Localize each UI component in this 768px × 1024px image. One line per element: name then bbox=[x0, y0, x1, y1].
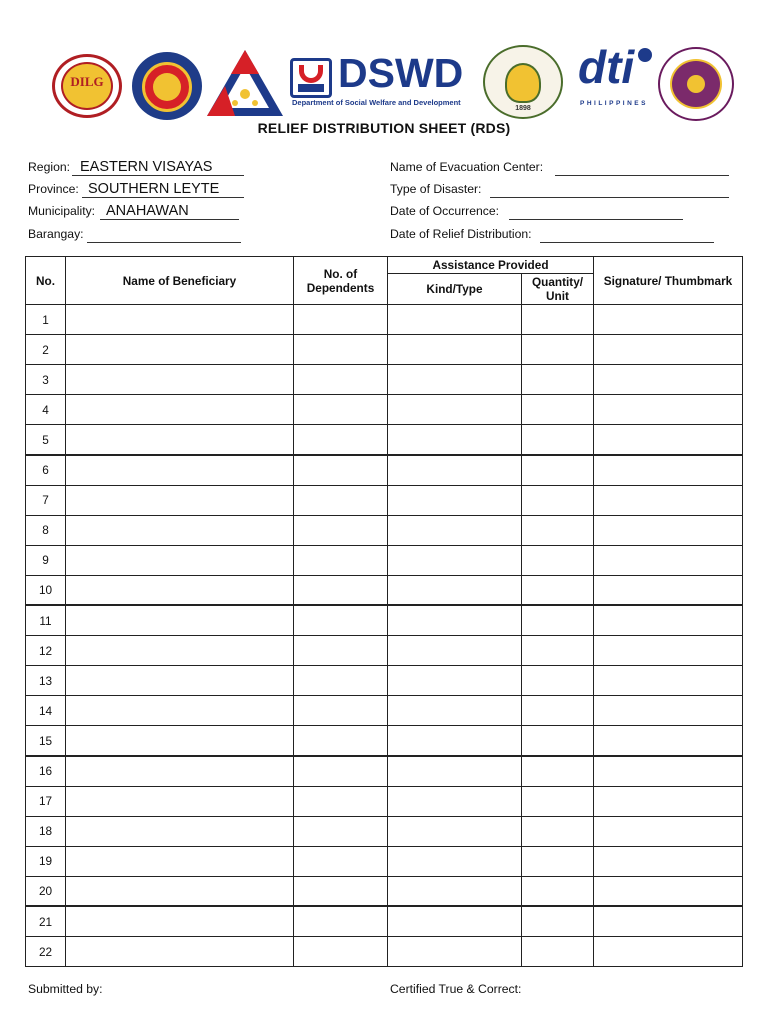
quantity-cell[interactable] bbox=[522, 305, 594, 335]
header-kind: Kind/Type bbox=[388, 274, 522, 305]
beneficiary-name-cell[interactable] bbox=[66, 335, 294, 365]
quantity-cell[interactable] bbox=[522, 545, 594, 575]
row-number: 6 bbox=[26, 455, 66, 485]
beneficiary-name-cell[interactable] bbox=[66, 605, 294, 635]
row-number: 9 bbox=[26, 545, 66, 575]
beneficiary-name-cell[interactable] bbox=[66, 485, 294, 515]
row-number: 16 bbox=[26, 756, 66, 786]
table-row bbox=[26, 515, 743, 545]
kind-cell[interactable] bbox=[388, 335, 522, 365]
signature-cell[interactable] bbox=[594, 636, 743, 666]
beneficiary-name-cell[interactable] bbox=[66, 846, 294, 876]
table-row bbox=[26, 906, 743, 936]
signature-cell[interactable] bbox=[594, 696, 743, 726]
table-row bbox=[26, 846, 743, 876]
quantity-cell[interactable] bbox=[522, 605, 594, 635]
table-row bbox=[26, 365, 743, 395]
kind-cell[interactable] bbox=[388, 575, 522, 605]
beneficiary-name-cell[interactable] bbox=[66, 666, 294, 696]
kind-cell[interactable] bbox=[388, 455, 522, 485]
signature-cell[interactable] bbox=[594, 906, 743, 936]
quantity-cell[interactable] bbox=[522, 515, 594, 545]
quantity-cell[interactable] bbox=[522, 395, 594, 425]
row-number: 20 bbox=[26, 876, 66, 906]
signature-cell[interactable] bbox=[594, 395, 743, 425]
header-name: Name of Beneficiary bbox=[66, 257, 294, 305]
kind-cell[interactable] bbox=[388, 425, 522, 455]
dependents-cell[interactable] bbox=[294, 936, 388, 966]
table-row bbox=[26, 636, 743, 666]
row-number: 1 bbox=[26, 305, 66, 335]
kind-cell[interactable] bbox=[388, 485, 522, 515]
dof-seal bbox=[658, 47, 734, 121]
disaster-type-field[interactable] bbox=[390, 182, 732, 198]
kind-cell[interactable] bbox=[388, 816, 522, 846]
quantity-cell[interactable] bbox=[522, 636, 594, 666]
dependents-cell[interactable] bbox=[294, 816, 388, 846]
row-number: 8 bbox=[26, 515, 66, 545]
dependents-cell[interactable] bbox=[294, 786, 388, 816]
table-row bbox=[26, 545, 743, 575]
table-row bbox=[26, 395, 743, 425]
signature-cell[interactable] bbox=[594, 876, 743, 906]
table-row bbox=[26, 696, 743, 726]
signature-cell[interactable] bbox=[594, 756, 743, 786]
signature-cell[interactable] bbox=[594, 726, 743, 756]
table-row bbox=[26, 786, 743, 816]
row-number: 17 bbox=[26, 786, 66, 816]
dependents-cell[interactable] bbox=[294, 335, 388, 365]
header-dependents: No. of Dependents bbox=[294, 257, 388, 305]
kind-cell[interactable] bbox=[388, 786, 522, 816]
dswd-emblem-icon bbox=[290, 58, 332, 98]
kind-cell[interactable] bbox=[388, 726, 522, 756]
disaster-type-label: Type of Disaster: bbox=[390, 182, 482, 196]
distribution-date-label: Date of Relief Distribution: bbox=[390, 227, 532, 241]
beneficiary-name-cell[interactable] bbox=[66, 305, 294, 335]
distribution-date-field[interactable] bbox=[390, 227, 732, 243]
barangay-field[interactable] bbox=[28, 227, 246, 243]
region-value: EASTERN VISAYAS bbox=[80, 159, 213, 175]
dependents-cell[interactable] bbox=[294, 575, 388, 605]
signature-cell[interactable] bbox=[594, 786, 743, 816]
dswd-wordmark: DSWD bbox=[338, 50, 464, 96]
beneficiary-name-cell[interactable] bbox=[66, 816, 294, 846]
dilg-seal bbox=[52, 54, 122, 118]
beneficiary-name-cell[interactable] bbox=[66, 636, 294, 666]
dependents-cell[interactable] bbox=[294, 906, 388, 936]
row-number: 2 bbox=[26, 335, 66, 365]
table-row bbox=[26, 605, 743, 635]
beneficiary-name-cell[interactable] bbox=[66, 906, 294, 936]
page-title: RELIEF DISTRIBUTION SHEET (RDS) bbox=[257, 120, 511, 136]
beneficiary-table bbox=[25, 256, 743, 967]
table-row bbox=[26, 756, 743, 786]
beneficiary-name-cell[interactable] bbox=[66, 696, 294, 726]
kind-cell[interactable] bbox=[388, 906, 522, 936]
header-quantity: Quantity/ Unit bbox=[522, 274, 594, 305]
dti-subtitle: PHILIPPINES bbox=[580, 100, 648, 107]
table-row bbox=[26, 455, 743, 485]
kind-cell[interactable] bbox=[388, 696, 522, 726]
signature-cell[interactable] bbox=[594, 455, 743, 485]
signature-cell[interactable] bbox=[594, 666, 743, 696]
dependents-cell[interactable] bbox=[294, 666, 388, 696]
quantity-cell[interactable] bbox=[522, 816, 594, 846]
row-number: 10 bbox=[26, 575, 66, 605]
quantity-cell[interactable] bbox=[522, 936, 594, 966]
dependents-cell[interactable] bbox=[294, 605, 388, 635]
beneficiary-name-cell[interactable] bbox=[66, 515, 294, 545]
signature-cell[interactable] bbox=[594, 936, 743, 966]
kind-cell[interactable] bbox=[388, 936, 522, 966]
row-number: 3 bbox=[26, 365, 66, 395]
dependents-cell[interactable] bbox=[294, 876, 388, 906]
dependents-cell[interactable] bbox=[294, 696, 388, 726]
dilg-seal-text: DILG bbox=[70, 74, 104, 89]
dependents-cell[interactable] bbox=[294, 455, 388, 485]
kind-cell[interactable] bbox=[388, 395, 522, 425]
signature-cell[interactable] bbox=[594, 305, 743, 335]
signature-cell[interactable] bbox=[594, 485, 743, 515]
quantity-cell[interactable] bbox=[522, 425, 594, 455]
dswd-logo bbox=[288, 50, 484, 110]
kind-cell[interactable] bbox=[388, 515, 522, 545]
dependents-cell[interactable] bbox=[294, 846, 388, 876]
quantity-cell[interactable] bbox=[522, 876, 594, 906]
table-row bbox=[26, 936, 743, 966]
certified-label: Certified True & Correct: bbox=[390, 982, 522, 996]
header-no: No. bbox=[26, 257, 66, 305]
row-number: 12 bbox=[26, 636, 66, 666]
beneficiary-name-cell[interactable] bbox=[66, 575, 294, 605]
kind-cell[interactable] bbox=[388, 545, 522, 575]
header-assistance: Assistance Provided bbox=[388, 257, 594, 274]
kind-cell[interactable] bbox=[388, 846, 522, 876]
beneficiary-name-cell[interactable] bbox=[66, 726, 294, 756]
beneficiary-name-cell[interactable] bbox=[66, 786, 294, 816]
beneficiary-name-cell[interactable] bbox=[66, 425, 294, 455]
signature-cell[interactable] bbox=[594, 575, 743, 605]
row-number: 13 bbox=[26, 666, 66, 696]
region-label: Region: bbox=[28, 160, 71, 174]
quantity-cell[interactable] bbox=[522, 726, 594, 756]
da-seal-year: 1898 bbox=[515, 105, 531, 112]
dependents-cell[interactable] bbox=[294, 545, 388, 575]
wheat-icon bbox=[505, 63, 541, 103]
occurrence-date-field[interactable] bbox=[390, 204, 732, 220]
dependents-cell[interactable] bbox=[294, 636, 388, 666]
table-row bbox=[26, 816, 743, 846]
dependents-cell[interactable] bbox=[294, 726, 388, 756]
signature-cell[interactable] bbox=[594, 816, 743, 846]
kind-cell[interactable] bbox=[388, 876, 522, 906]
row-number: 7 bbox=[26, 485, 66, 515]
beneficiary-name-cell[interactable] bbox=[66, 876, 294, 906]
beneficiary-name-cell[interactable] bbox=[66, 936, 294, 966]
quantity-cell[interactable] bbox=[522, 756, 594, 786]
row-number: 22 bbox=[26, 936, 66, 966]
beneficiary-name-cell[interactable] bbox=[66, 395, 294, 425]
dependents-cell[interactable] bbox=[294, 515, 388, 545]
province-field[interactable] bbox=[28, 182, 246, 198]
row-number: 18 bbox=[26, 816, 66, 846]
quantity-cell[interactable] bbox=[522, 335, 594, 365]
beneficiary-name-cell[interactable] bbox=[66, 756, 294, 786]
quantity-cell[interactable] bbox=[522, 575, 594, 605]
evacuation-center-field[interactable] bbox=[390, 160, 732, 176]
dependents-cell[interactable] bbox=[294, 305, 388, 335]
ph-triangle-logo bbox=[205, 48, 285, 118]
table-row bbox=[26, 575, 743, 605]
table-row bbox=[26, 485, 743, 515]
signature-cell[interactable] bbox=[594, 846, 743, 876]
province-value: SOUTHERN LEYTE bbox=[88, 181, 220, 197]
dependents-cell[interactable] bbox=[294, 485, 388, 515]
quantity-cell[interactable] bbox=[522, 666, 594, 696]
quantity-cell[interactable] bbox=[522, 696, 594, 726]
region-field[interactable] bbox=[28, 160, 246, 176]
kind-cell[interactable] bbox=[388, 666, 522, 696]
kind-cell[interactable] bbox=[388, 756, 522, 786]
municipality-value: ANAHAWAN bbox=[106, 203, 189, 219]
beneficiary-name-cell[interactable] bbox=[66, 455, 294, 485]
signature-cell[interactable] bbox=[594, 335, 743, 365]
signature-cell[interactable] bbox=[594, 425, 743, 455]
table-row bbox=[26, 666, 743, 696]
kind-cell[interactable] bbox=[388, 365, 522, 395]
evacuation-center-label: Name of Evacuation Center: bbox=[390, 160, 544, 174]
table-row bbox=[26, 876, 743, 906]
row-number: 21 bbox=[26, 906, 66, 936]
row-number: 19 bbox=[26, 846, 66, 876]
beneficiary-name-cell[interactable] bbox=[66, 365, 294, 395]
row-number: 4 bbox=[26, 395, 66, 425]
row-number: 11 bbox=[26, 605, 66, 635]
quantity-cell[interactable] bbox=[522, 365, 594, 395]
kind-cell[interactable] bbox=[388, 305, 522, 335]
municipality-label: Municipality: bbox=[28, 204, 96, 218]
signature-cell[interactable] bbox=[594, 365, 743, 395]
table-row bbox=[26, 335, 743, 365]
table-row bbox=[26, 305, 743, 335]
dti-logo bbox=[578, 41, 652, 112]
province-label: Province: bbox=[28, 182, 79, 196]
beneficiary-name-cell[interactable] bbox=[66, 545, 294, 575]
dbm-seal bbox=[132, 52, 202, 120]
quantity-cell[interactable] bbox=[522, 786, 594, 816]
header-signature: Signature/ Thumbmark bbox=[594, 257, 743, 305]
da-seal bbox=[483, 45, 563, 119]
dti-wordmark: dti bbox=[578, 41, 635, 93]
quantity-cell[interactable] bbox=[522, 846, 594, 876]
kind-cell[interactable] bbox=[388, 605, 522, 635]
agency-logos bbox=[50, 41, 740, 124]
barangay-label: Barangay: bbox=[28, 227, 84, 241]
signature-cell[interactable] bbox=[594, 545, 743, 575]
row-number: 5 bbox=[26, 425, 66, 455]
signature-cell[interactable] bbox=[594, 515, 743, 545]
signature-cell[interactable] bbox=[594, 605, 743, 635]
row-number: 15 bbox=[26, 726, 66, 756]
quantity-cell[interactable] bbox=[522, 485, 594, 515]
table-row bbox=[26, 726, 743, 756]
quantity-cell[interactable] bbox=[522, 455, 594, 485]
kind-cell[interactable] bbox=[388, 636, 522, 666]
dswd-subtitle: Department of Social Welfare and Development bbox=[292, 98, 461, 107]
quantity-cell[interactable] bbox=[522, 906, 594, 936]
dependents-cell[interactable] bbox=[294, 756, 388, 786]
occurrence-date-label: Date of Occurrence: bbox=[390, 204, 500, 218]
sun-icon bbox=[687, 75, 705, 93]
dependents-cell[interactable] bbox=[294, 395, 388, 425]
dependents-cell[interactable] bbox=[294, 425, 388, 455]
table-row bbox=[26, 425, 743, 455]
submitted-by-label: Submitted by: bbox=[28, 982, 103, 996]
row-number: 14 bbox=[26, 696, 66, 726]
municipality-field[interactable] bbox=[28, 204, 246, 220]
dependents-cell[interactable] bbox=[294, 365, 388, 395]
